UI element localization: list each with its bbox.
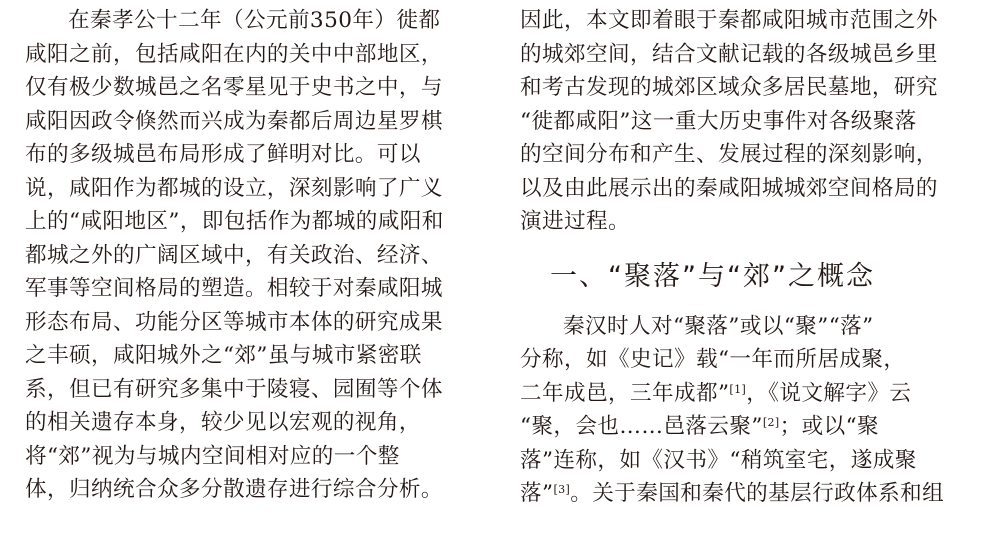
text-line: 布的多级城邑布局形成了鲜明对比。可以 — [25, 142, 421, 167]
text-line: “徙都咸阳”这一重大历史事件对各级聚落 — [520, 108, 917, 134]
text-line: 因此，本文即着眼于秦都咸阳城市范围之外 — [520, 8, 938, 33]
text-line: 上的“咸阳地区”，即包括作为都城的咸阳和 — [25, 209, 444, 234]
text-line: 在秦孝公十二年（公元前350年）徙都 — [68, 8, 441, 33]
text-line: 说，咸阳作为都城的设立，深刻影响了广义 — [25, 175, 443, 201]
text-segment: “聚，会也……邑落云聚” — [520, 414, 763, 439]
text-line: 军事等空间格局的塑造。相较于对秦咸阳城 — [25, 276, 443, 301]
text-segment: ；或以“聚 — [779, 414, 880, 439]
text-line — [520, 410, 970, 444]
text-line: 体，归纳统合众多分散遗存进行综合分析。 — [25, 477, 443, 502]
text-line: 仅有极少数城邑之名零星见于史书之中，与 — [25, 75, 443, 100]
text-line: 的空间分布和产生、发展过程的深刻影响， — [520, 142, 938, 167]
text-line: 演进过程。 — [520, 209, 630, 234]
citation-ref: [1] — [729, 382, 747, 396]
text-line: 分称，如《史记》载“一年而所居成聚， — [520, 347, 906, 372]
text-line: 之丰硕，咸阳城外之“郊”虽与城市紧密联 — [25, 343, 422, 368]
right-column — [520, 4, 970, 511]
text-segment: ，《说文解字》云 — [746, 380, 912, 406]
text-line: 的城郊空间，结合文献记载的各级城邑乡里 — [520, 41, 938, 67]
citation-ref: [3] — [553, 483, 571, 496]
text-line: 咸阳之前，包括咸阳在内的关中中部地区， — [25, 41, 443, 67]
text-line: 形态布局、功能分区等城市本体的研究成果 — [25, 309, 443, 335]
text-line — [520, 377, 970, 411]
text-segment: 二年成邑，三年成都” — [520, 380, 730, 406]
text-line: 秦汉时人对“聚落”或以“聚”“落” — [563, 313, 874, 339]
text-line — [520, 477, 970, 511]
text-line: 将“郊”视为与城内空间相对应的一个整 — [25, 443, 400, 469]
citation-ref: [2] — [762, 416, 780, 429]
text-segment: 落” — [520, 481, 554, 506]
text-line: 落”连称，如《汉书》“稍筑室宅，遂成聚 — [520, 447, 917, 473]
text-line: 和考古发现的城郊区域众多居民墓地，研究 — [520, 75, 938, 100]
text-segment: 。关于秦国和秦代的基层行政体系和组 — [570, 481, 945, 506]
text-line: 的相关遗存本身，较少见以宏观的视角， — [25, 410, 421, 435]
section-heading: 一、“聚落”与“郊”之概念 — [550, 260, 875, 292]
text-line: 咸阳因政令倏然而兴成为秦都后周边星罗棋 — [25, 108, 443, 134]
text-line: 都城之外的广阔区域中，有关政治、经济、 — [25, 242, 443, 268]
text-line: 系，但已有研究多集中于陵寝、园囿等个体 — [25, 376, 443, 402]
left-column — [25, 4, 473, 507]
text-line: 以及由此展示出的秦咸阳城城郊空间格局的 — [520, 175, 938, 201]
